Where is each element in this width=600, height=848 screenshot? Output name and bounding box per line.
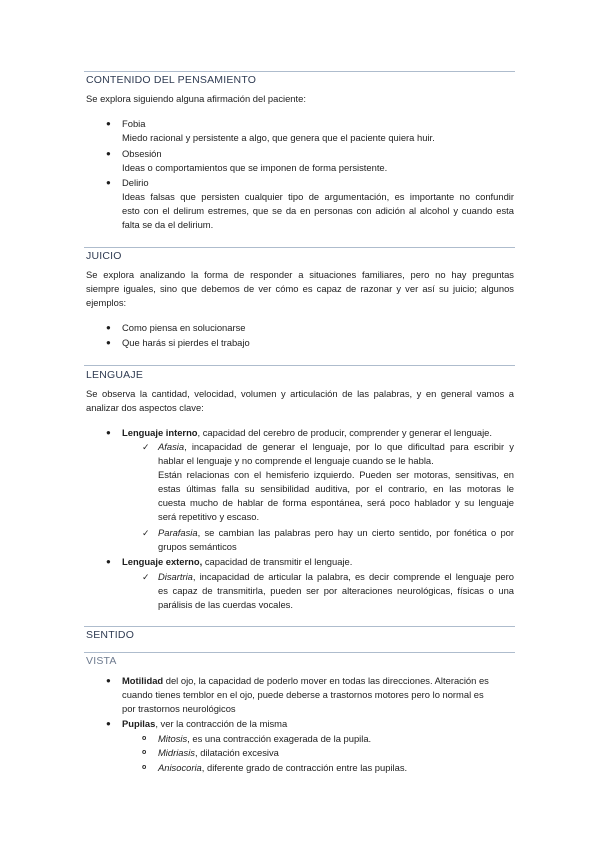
term-motilidad: Motilidad [122, 675, 164, 686]
bullet-icon: ● [106, 719, 111, 728]
circle-bullet-icon: o [142, 735, 147, 742]
term-pupilas: Pupilas [122, 718, 156, 729]
sub-item-line [158, 733, 371, 745]
term-definition: , es una contracción exagerada de la pupila. [187, 733, 372, 744]
bullet-icon: ● [106, 428, 111, 437]
term-mitosis: Mitosis [158, 733, 188, 744]
intro-text: Se explora siguiendo alguna afirmación del paciente: [86, 93, 306, 104]
list-item-label: Obsesión [122, 148, 162, 159]
list-item-label: Delirio [122, 177, 149, 188]
bullet-icon: ● [106, 676, 111, 685]
sub-item-line: parálisis de las cuerdas vocales. [158, 599, 293, 610]
term-lenguaje-externo: Lenguaje externo, [122, 556, 203, 567]
term-lenguaje-interno: Lenguaje interno [122, 427, 198, 438]
term-anisocoria: Anisocoria [158, 762, 202, 773]
list-item [122, 675, 489, 687]
list-item-text: Miedo racional y persistente a algo, que genera que el paciente quiera huir. [122, 132, 435, 143]
sub-item-line: Están relacionas con el hemisferio izquierdo. Pueden ser motoras, sensitivas, en [158, 469, 514, 480]
paragraph-line: ejemplos: [86, 297, 127, 308]
term-parafasia: Parafasia [158, 527, 198, 538]
term-definition: , dilatación excesiva [194, 747, 279, 758]
subsection-heading-vista: VISTA [86, 655, 117, 667]
sub-item-line [158, 762, 407, 774]
term-disartria: Disartria [158, 571, 193, 582]
term-definition: , capacidad del cerebro de producir, comprender y generar el lenguaje. [197, 427, 492, 438]
term-afasia: Afasia [158, 441, 185, 452]
term-definition: , se cambian las palabras pero hay un cierto sentido, por fonética o por [197, 527, 514, 538]
section-divider [84, 71, 515, 72]
list-item [122, 718, 287, 730]
paragraph-line: analizar dos aspectos clave: [86, 402, 204, 413]
list-item-text: por trastornos neurológicos [122, 703, 236, 714]
bullet-icon: ● [106, 178, 111, 187]
sub-item-line [158, 527, 514, 539]
list-item-text: cuando tienes temblor en el ojo, puede deberse a trastornos motores pero lo normal es [122, 689, 484, 700]
term-definition: , incapacidad de generar el lenguaje, por lo que dificultad para escribir y [184, 441, 514, 452]
list-item [122, 427, 492, 439]
list-item-text: falta se da el delirium. [122, 219, 214, 230]
term-definition: , diferente grado de contracción entre las pupilas. [201, 762, 408, 773]
list-item [122, 556, 352, 568]
section-divider [84, 365, 515, 366]
sub-item-line [158, 441, 514, 453]
section-heading-sentido: SENTIDO [86, 629, 135, 641]
subsection-divider [84, 652, 515, 653]
sub-item-line: hablar el lenguaje y no comprende el lenguaje cuando se le habla. [158, 455, 434, 466]
bullet-icon: ● [106, 119, 111, 128]
paragraph-line: siempre iguales, sino que debemos de ver cómo es capaz de razonar y ver así su juicio; algunos [86, 283, 514, 294]
section-divider [84, 247, 515, 248]
list-item-text: Ideas falsas que persisten cualquier tipo de argumentación, es importante no confundir [122, 191, 514, 202]
section-heading-juicio: JUICIO [86, 250, 122, 262]
checkmark-icon: ✓ [142, 442, 150, 452]
term-definition: del ojo, la capacidad de poderlo mover en todas las direcciones. Alteración es [163, 675, 489, 686]
section-divider [84, 626, 515, 627]
section-heading-contenido: CONTENIDO DEL PENSAMIENTO [86, 74, 257, 86]
bullet-icon: ● [106, 557, 111, 566]
sub-item-line: es capaz de transmitirla, pueden ser por alteraciones neurológicas, físicas o una [158, 585, 514, 596]
sub-item-line [158, 747, 279, 759]
sub-item-line: será repetitivo y escaso. [158, 511, 260, 522]
term-definition: , ver la contracción de la misma [155, 718, 288, 729]
list-item-text: esto con el delirum estremes, que se da en personas con adición al alcohol y cuando esta [122, 205, 514, 216]
term-definition: capacidad de transmitir el lenguaje. [202, 556, 353, 567]
sub-item-line: estas últimas falla su sensibilidad auditiva, por el contrario, en las motoras le [158, 483, 514, 494]
sub-item-line: grupos semánticos [158, 541, 237, 552]
list-item: Que harás si pierdes el trabajo [122, 337, 250, 348]
bullet-icon: ● [106, 323, 111, 332]
list-item-label: Fobia [122, 118, 146, 129]
circle-bullet-icon: o [142, 749, 147, 756]
sub-item-line [158, 571, 514, 583]
paragraph-line: Se explora analizando la forma de responder a situaciones familiares, pero no hay preguntas [86, 269, 514, 280]
bullet-icon: ● [106, 338, 111, 347]
paragraph-line: Se observa la cantidad, velocidad, volumen y articulación de las palabras, y en general vamos a [86, 388, 514, 399]
term-midriasis: Midriasis [158, 747, 195, 758]
sub-item-line: cuesta mucho de hablar de forma espontánea, será poco hablador y su lenguaje [158, 497, 514, 508]
bullet-icon: ● [106, 149, 111, 158]
list-item: Como piensa en solucionarse [122, 322, 246, 333]
section-heading-lenguaje: LENGUAJE [86, 369, 144, 381]
checkmark-icon: ✓ [142, 528, 150, 538]
checkmark-icon: ✓ [142, 572, 150, 582]
list-item-text: Ideas o comportamientos que se imponen de forma persistente. [122, 162, 388, 173]
term-definition: , incapacidad de articular la palabra, es decir comprende el lenguaje pero [192, 571, 514, 582]
circle-bullet-icon: o [142, 764, 147, 771]
